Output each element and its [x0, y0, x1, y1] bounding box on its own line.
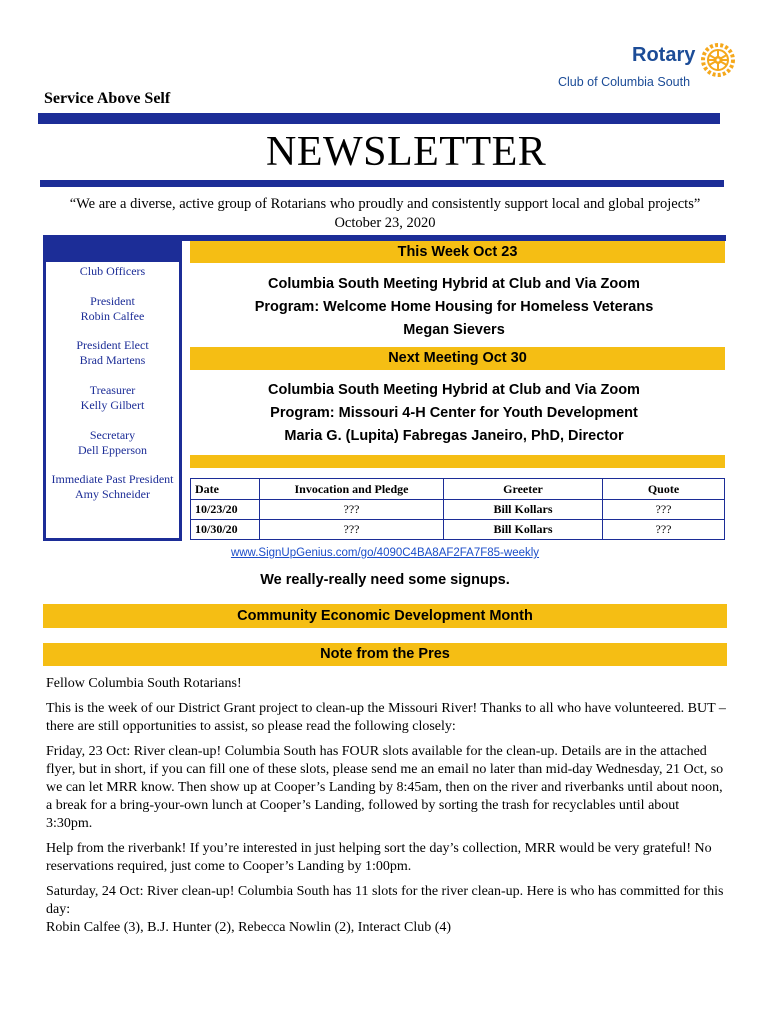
officer-president-elect: [46, 338, 179, 368]
table-cell: Bill Kollars: [444, 500, 603, 520]
mission-statement: “We are a diverse, active group of Rotarians who proudly and consistently support local and global projects”: [69, 196, 701, 212]
note-banner: Note from the Pres: [43, 643, 727, 666]
mission-block: [0, 195, 770, 233]
header-rule: [38, 113, 720, 124]
officer-name: Kelly Gilbert: [80, 398, 145, 412]
next-meeting-program: Program: Missouri 4-H Center for Youth Development: [270, 405, 638, 421]
officer-past-president: [46, 472, 179, 502]
officer-name: Dell Epperson: [78, 443, 147, 457]
officer-secretary: [46, 428, 179, 458]
officer-treasurer: [46, 383, 179, 413]
officers-panel: [46, 262, 179, 538]
officer-name: Robin Calfee: [80, 309, 145, 323]
title-rule: [40, 180, 724, 187]
next-meeting-speaker: Maria G. (Lupita) Fabregas Janeiro, PhD, Director: [284, 428, 624, 444]
signup-note: We really-really need some signups.: [260, 572, 510, 588]
table-cell: Bill Kollars: [444, 520, 603, 540]
officer-name: Brad Martens: [79, 353, 146, 367]
paragraph: Friday, 23 Oct: River clean-up! Columbia South has FOUR slots available for the clean-up. Details are in the attached flyer, but in short, if you can fill one of these slots, please send me an email no later than mid-day Wednesday, 21 Oct, so we can let MRR know. Then show up at Cooper’s Landing by 8:45am, then on the river and riverbanks until about noon, a break for a bring-your-own lunch at Cooper’s Landing, followed by sorting the trash for recyclables until about 3:30pm.: [46, 744, 724, 831]
issue-date: October 23, 2020: [334, 215, 436, 231]
this-week-banner: This Week Oct 23: [190, 241, 725, 263]
table-header-row: [191, 479, 725, 500]
this-week-program: Program: Welcome Home Housing for Homeless Veterans: [254, 299, 654, 315]
officer-role: Secretary: [89, 428, 136, 442]
month-banner: Community Economic Development Month: [43, 604, 727, 628]
greeting: Fellow Columbia South Rotarians!: [46, 676, 242, 691]
page-title: NEWSLETTER: [266, 129, 547, 175]
president-note: [46, 675, 726, 944]
this-week-line1: Columbia South Meeting Hybrid at Club and Via Zoom: [268, 276, 640, 292]
gold-divider: [190, 455, 725, 468]
table-row: [191, 520, 725, 540]
officer-role: Immediate Past President: [51, 472, 174, 486]
table-cell: ???: [260, 500, 444, 520]
officer-name: Amy Schneider: [75, 487, 150, 501]
paragraph: Robin Calfee (3), B.J. Hunter (2), Rebecca Nowlin (2), Interact Club (4): [46, 920, 452, 935]
column-header: Quote: [603, 479, 725, 500]
officers-heading: Club Officers: [79, 264, 146, 278]
signup-link[interactable]: www.SignUpGenius.com/go/4090C4BA8AF2FA7F85-weekly: [230, 547, 540, 559]
officer-role: Treasurer: [89, 383, 136, 397]
logo-club-name: Club of Columbia South: [558, 75, 691, 89]
this-week-speaker: Megan Sievers: [403, 322, 505, 338]
schedule-table: [190, 478, 725, 540]
next-meeting-banner: Next Meeting Oct 30: [190, 347, 725, 370]
rotary-wheel-icon: [700, 42, 736, 78]
next-meeting-details: [182, 379, 726, 448]
column-header: Invocation and Pledge: [260, 479, 444, 500]
column-header: Date: [191, 479, 260, 500]
paragraph: This is the week of our District Grant project to clean-up the Missouri River! Thanks to all who have volunteered. BUT – there are still opportunities to assist, so please read the following closely:: [46, 701, 726, 734]
table-cell: 10/23/20: [191, 500, 260, 520]
table-cell: ???: [603, 520, 725, 540]
column-header: Greeter: [444, 479, 603, 500]
tagline: Service Above Self: [44, 90, 171, 107]
table-cell: 10/30/20: [191, 520, 260, 540]
officer-president: [46, 294, 179, 324]
officer-role: President: [90, 294, 135, 308]
logo-brand: Rotary: [632, 44, 696, 66]
table-cell: ???: [260, 520, 444, 540]
paragraph: Saturday, 24 Oct: River clean-up! Columbia South has 11 slots for the river clean-up. Here is who has committed for this day:: [46, 884, 724, 917]
officer-role: President Elect: [76, 338, 149, 352]
this-week-details: [182, 273, 726, 342]
rotary-logo: [556, 42, 736, 94]
paragraph: Help from the riverbank! If you’re interested in just helping sort the day’s collection, MRR would be very grateful! No reservations required, just come to Cooper’s Landing by 1:00pm.: [46, 841, 712, 874]
table-row: [191, 500, 725, 520]
table-cell: ???: [603, 500, 725, 520]
next-meeting-line1: Columbia South Meeting Hybrid at Club and Via Zoom: [268, 382, 640, 398]
